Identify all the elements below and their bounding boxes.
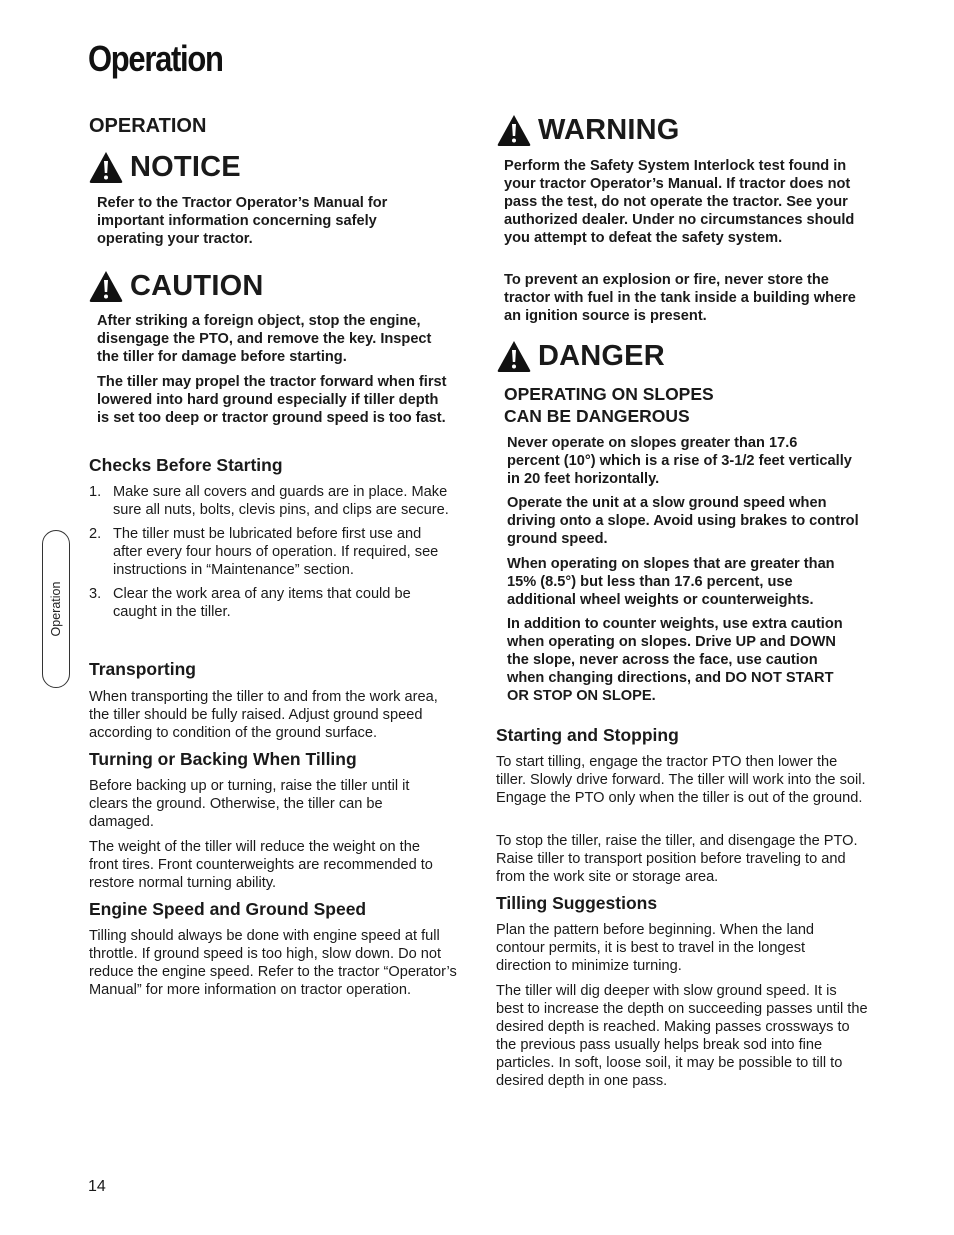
starting-paragraph: To start tilling, engage the tractor PTO then lower the tiller. Slowly drive forward. The tiller will work into the soil. Engage the PTO only when the tiller is out of the ground. xyxy=(496,754,866,806)
list-item xyxy=(89,585,449,621)
list-item xyxy=(89,525,449,579)
caution-sign xyxy=(88,269,264,303)
notice-label: NOTICE xyxy=(130,150,241,183)
notice-text: Refer to the Tractor Operator’s Manual for important information concerning safely operating your tractor. xyxy=(97,195,388,247)
caution-label: CAUTION xyxy=(130,269,264,302)
danger-sign xyxy=(496,339,665,373)
list-item xyxy=(89,483,449,519)
warning-triangle-icon xyxy=(496,339,532,373)
warning-sign xyxy=(496,113,680,147)
list-text: The tiller must be lubricated before first use and after every four hours of operation. If required, see instructions in “Maintenance” section. xyxy=(113,526,439,578)
section-heading: OPERATION xyxy=(89,115,207,137)
danger-paragraph: When operating on slopes that are greater than 15% (8.5°) but less than 17.6 percent, use additional wheel weights or counterweights. xyxy=(507,556,835,608)
warning-paragraph: To prevent an explosion or fire, never store the tractor with fuel in the tank inside a building where an ignition source is present. xyxy=(504,272,856,324)
engine-text: Tilling should always be done with engine speed at full throttle. If ground speed is too high, slow down. Do not reduce the engine speed. Refer to the tractor “Operator’s Manual” for more information on tractor operation. xyxy=(89,928,457,998)
tilling-paragraph: The tiller will dig deeper with slow ground speed. It is best to increase the depth on succeeding passes until the desired depth is reached. Making passes crossways to the previous pass usually helps break sod into fine particles. In soft, loose soil, it may be possible to till to desired depth in one pass. xyxy=(496,983,868,1089)
list-text: Clear the work area of any items that could be caught in the tiller. xyxy=(113,586,411,620)
turning-paragraph: Before backing up or turning, raise the tiller until it clears the ground. Otherwise, the tiller can be damaged. xyxy=(89,778,410,830)
danger-subheading xyxy=(504,383,714,427)
danger-paragraph: In addition to counter weights, use extra caution when operating on slopes. Drive UP and DOWN the slope, never across the face, use caution when changing directions, and DO NOT START OR STOP ON SLOPE. xyxy=(507,616,843,704)
warning-triangle-icon xyxy=(88,269,124,303)
transporting-heading: Transporting xyxy=(89,659,196,679)
warning-triangle-icon xyxy=(88,150,124,184)
list-number: 3. xyxy=(89,586,102,602)
danger-subheading-line: CAN BE DANGEROUS xyxy=(504,406,690,426)
list-text: Make sure all covers and guards are in place. Make sure all nuts, bolts, clevis pins, and clips are secure. xyxy=(113,484,449,518)
notice-sign xyxy=(88,150,241,184)
engine-heading: Engine Speed and Ground Speed xyxy=(89,899,367,919)
checks-heading: Checks Before Starting xyxy=(89,455,283,475)
side-tab-label: Operation xyxy=(49,581,63,637)
starting-paragraph: To stop the tiller, raise the tiller, and disengage the PTO. Raise tiller to transport position before traveling to and from the work site or storage area. xyxy=(496,833,858,885)
page-title: Operation xyxy=(88,38,223,79)
warning-paragraph: Perform the Safety System Interlock test found in your tractor Operator’s Manual. If tractor does not pass the test, do not operate the tractor. See your authorized dealer. Under no circumstances should you attempt to defeat the safety system. xyxy=(504,158,855,246)
warning-triangle-icon xyxy=(496,113,532,147)
transporting-text: When transporting the tiller to and from the work area, the tiller should be fully raised. Adjust ground speed according to condition of the ground surface. xyxy=(89,689,438,741)
list-number: 2. xyxy=(89,526,102,542)
danger-subheading-line: OPERATING ON SLOPES xyxy=(504,384,714,404)
list-number: 1. xyxy=(89,484,102,500)
turning-heading: Turning or Backing When Tilling xyxy=(89,749,357,769)
danger-label: DANGER xyxy=(538,339,665,372)
tilling-heading: Tilling Suggestions xyxy=(496,893,658,913)
checks-list xyxy=(89,483,449,621)
caution-paragraph: After striking a foreign object, stop the engine, disengage the PTO, and remove the key. Inspect the tiller for damage before starting. xyxy=(97,313,432,365)
turning-paragraph: The weight of the tiller will reduce the weight on the front tires. Front counterweights are recommended to restore normal turning ability. xyxy=(89,839,433,891)
starting-heading: Starting and Stopping xyxy=(496,725,679,745)
danger-paragraph: Operate the unit at a slow ground speed when driving onto a slope. Avoid using brakes to control ground speed. xyxy=(507,495,859,547)
side-tab xyxy=(42,530,70,688)
tilling-paragraph: Plan the pattern before beginning. When the land contour permits, it is best to travel in the longest direction to minimize turning. xyxy=(496,922,815,974)
caution-paragraph: The tiller may propel the tractor forward when first lowered into hard ground especially if tiller depth is set too deep or tractor ground speed is too fast. xyxy=(97,374,447,426)
warning-label: WARNING xyxy=(538,113,680,146)
page-number: 14 xyxy=(88,1178,106,1195)
danger-paragraph: Never operate on slopes greater than 17.6 percent (10°) which is a rise of 3-1/2 feet vertically in 20 feet horizontally. xyxy=(507,435,852,487)
